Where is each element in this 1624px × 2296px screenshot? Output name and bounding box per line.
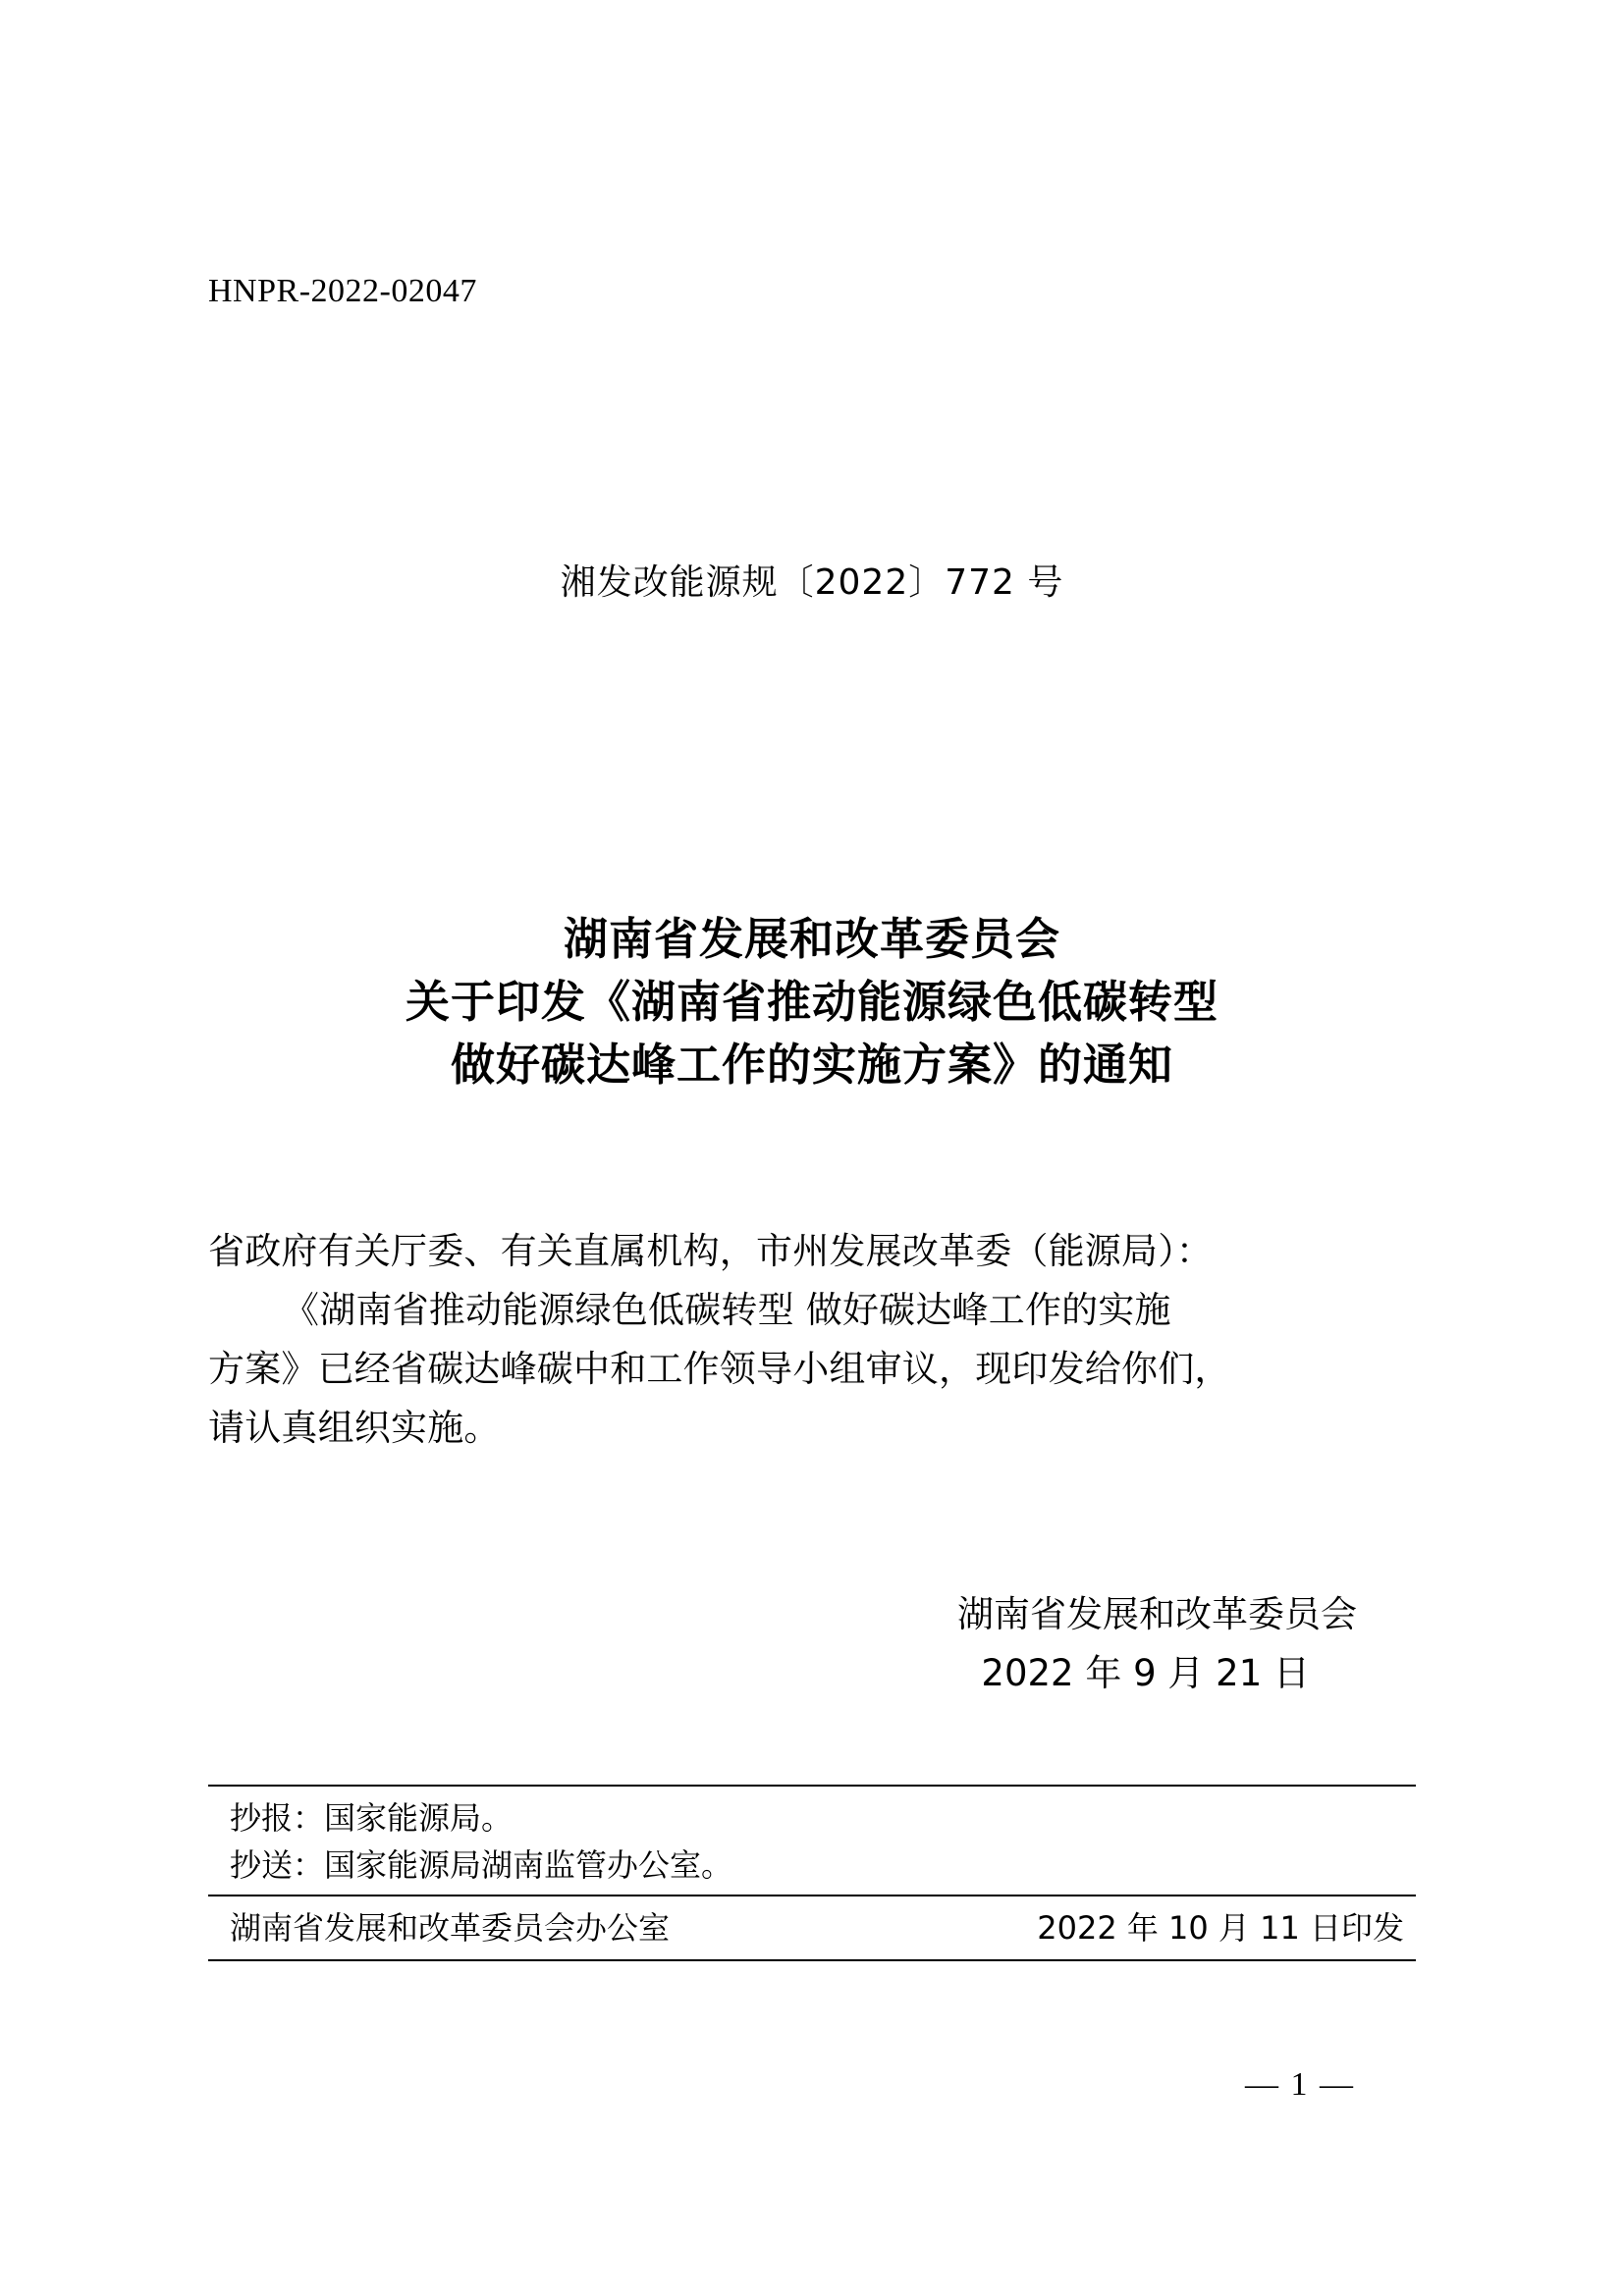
body-paragraph-1: 《湖南省推动能源绿色低碳转型 做好碳达峰工作的实施 <box>283 1288 1171 1331</box>
title-line-2: 关于印发《湖南省推动能源绿色低碳转型 <box>405 975 1218 1028</box>
footer-printer-office: 湖南省发展和改革委员会办公室 <box>230 1909 671 1947</box>
signature-date: 2022 年 9 月 21 日 <box>981 1651 1310 1694</box>
document-number: 湘发改能源规〔2022〕772 号 <box>560 562 1064 603</box>
body-paragraph-2: 方案》已经省碳达峰碳中和工作领导小组审议，现印发给你们， <box>208 1347 1231 1390</box>
title-line-3: 做好碳达峰工作的实施方案》的通知 <box>450 1038 1173 1091</box>
page-number: — 1 — <box>1245 2066 1355 2103</box>
footer-rule-bottom <box>208 1959 1416 1961</box>
body-paragraph-3: 请认真组织实施。 <box>208 1406 501 1449</box>
body-recipient: 省政府有关厅委、有关直属机构，市州发展改革委（能源局）： <box>208 1230 1214 1272</box>
signature-issuer: 湖南省发展和改革委员会 <box>957 1593 1357 1635</box>
footer-cc-report: 抄报：国家能源局。 <box>230 1799 514 1837</box>
document-body <box>208 1222 1416 1458</box>
footer-cc-block <box>208 1787 1416 1895</box>
document-code: HNPR-2022-02047 <box>208 273 477 309</box>
footer-printer-row <box>208 1896 1416 1959</box>
footer-cc-send: 抄送：国家能源局湖南监管办公室。 <box>230 1846 733 1884</box>
footer-print-date: 2022 年 10 月 11 日印发 <box>1037 1909 1404 1947</box>
footer-block <box>208 1785 1416 1961</box>
page-content <box>208 0 1416 2296</box>
document-title <box>208 908 1416 1096</box>
signature-block <box>208 1585 1416 1703</box>
title-line-1: 湖南省发展和改革委员会 <box>563 913 1060 965</box>
